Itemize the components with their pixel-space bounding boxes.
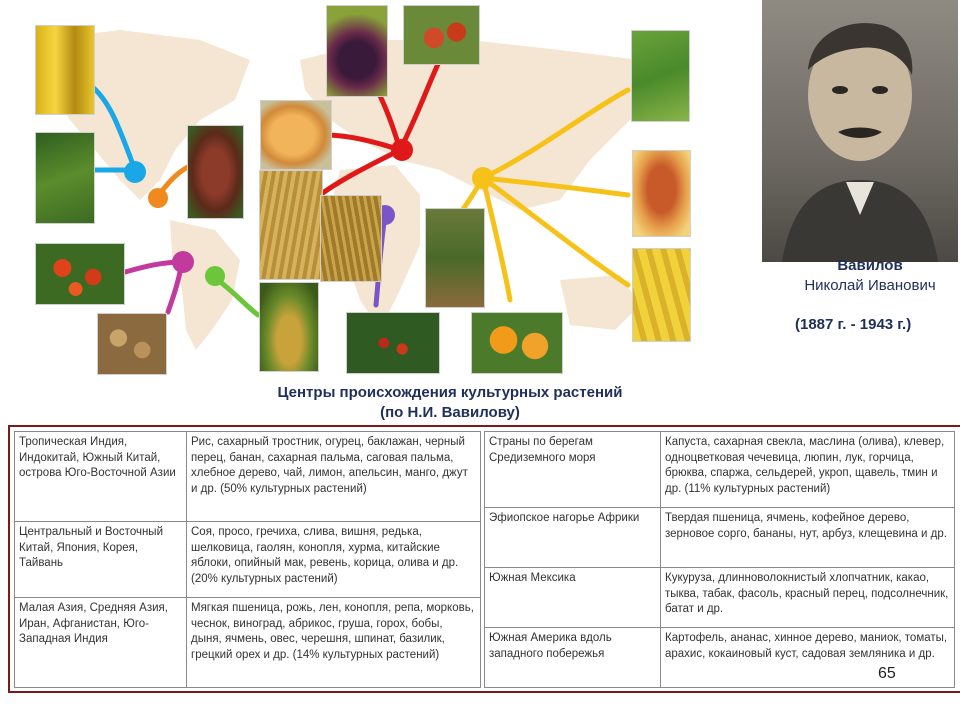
potato-photo [97,313,167,375]
centers-table [8,425,960,693]
region-cell: Центральный и Восточный Китай, Япония, Корея, Тайвань [15,522,187,598]
scientist-name [780,256,960,296]
given-names: Николай Иванович [804,277,936,294]
coffee-photo [346,312,440,374]
crops-cell: Мягкая пшеница, рожь, лен, конопля, репа, морковь, чеснок, виноград, абрикос, груша, горох, бобы, дыня, ячмень, овес, черешня, шпинат, базилик, грецкий орех и др. (14% культурных растений) [187,598,481,688]
south-america-shape [170,220,240,350]
table-row [15,432,481,522]
sorghum-photo [632,150,691,237]
table-row [485,508,955,568]
portrait-photo [762,0,958,262]
orange-photo [471,312,563,374]
table-row [485,432,955,508]
crops-cell: Картофель, ананас, хинное дерево, маниок, томаты, арахис, кокаиновый куст, садовая земляника и др. [661,628,955,688]
rye-photo [320,195,382,282]
crops-cell: Капуста, сахарная свекла, маслина (олива), клевер, одноцветковая чечевица, люпин, лук, горчица, брюква, спаржа, сельдерей, укроп, щавель, тмин и др. (11% культурных растений) [661,432,955,508]
millet-photo [425,208,485,308]
pineapple-photo [259,282,319,372]
center-dot-asia [472,167,494,189]
table-row [485,568,955,628]
table-row [15,522,481,598]
crops-cell: Соя, просо, гречиха, слива, вишня, редька, шелковица, гаолян, конопля, хурма, китайские яблоки, опийный мак, ревень, корица, олива и др. (20% культурных растений) [187,522,481,598]
centers-table-right [484,431,955,688]
crops-cell: Рис, сахарный тростник, огурец, баклажан, черный перец, банан, сахарная пальма, саговая пальма, хлебное дерево, чай, лимон, апельсин, манго, джут и др. (50% культурных растений) [187,432,481,522]
surname: Вавилов [837,257,903,274]
region-cell: Малая Азия, Средняя Азия, Иран, Афганистан, Юго-Западная Индия [15,598,187,688]
cocoa-photo [187,125,244,219]
caption-title: Центры происхождения культурных растений [277,384,623,401]
map-caption [190,383,710,423]
grape-photo [326,5,388,97]
tomato-photo [35,243,125,305]
wheat-photo [259,170,323,280]
crop-origin-map [0,0,700,380]
region-cell: Страны по берегам Средиземного моря [485,432,661,508]
region-cell: Южная Америка вдоль западного побережья [485,628,661,688]
region-cell: Тропическая Индия, Индокитай, Южный Китай, острова Юго-Восточной Азии [15,432,187,522]
corn-photo [35,25,95,115]
banana-photo [632,248,691,342]
centers-table-left [14,431,481,688]
center-dot-mexico [124,161,146,183]
apple-photo [403,5,480,65]
center-dot-brazil [205,266,225,286]
table-row [15,598,481,688]
region-cell: Южная Мексика [485,568,661,628]
crops-cell: Кукуруза, длинноволокнистый хлопчатник, какао, тыква, табак, фасоль, красный перец, подсолнечник, батат и др. [661,568,955,628]
caption-subtitle: (по Н.И. Вавилову) [380,404,520,421]
melon-photo [260,100,332,170]
life-years: (1887 г. - 1943 г.) [795,316,912,333]
crops-cell: Твердая пшеница, ячмень, кофейное дерево, зерновое сорго, бананы, нут, арбуз, клещевина и др. [661,508,955,568]
region-cell: Эфиопское нагорье Африки [485,508,661,568]
tea-photo [631,30,690,122]
center-dot-andes [172,251,194,273]
pepper-photo [35,132,95,224]
center-dot-mediterranean [391,139,413,161]
page-number: 65 [878,665,896,682]
center-dot-central-america [148,188,168,208]
